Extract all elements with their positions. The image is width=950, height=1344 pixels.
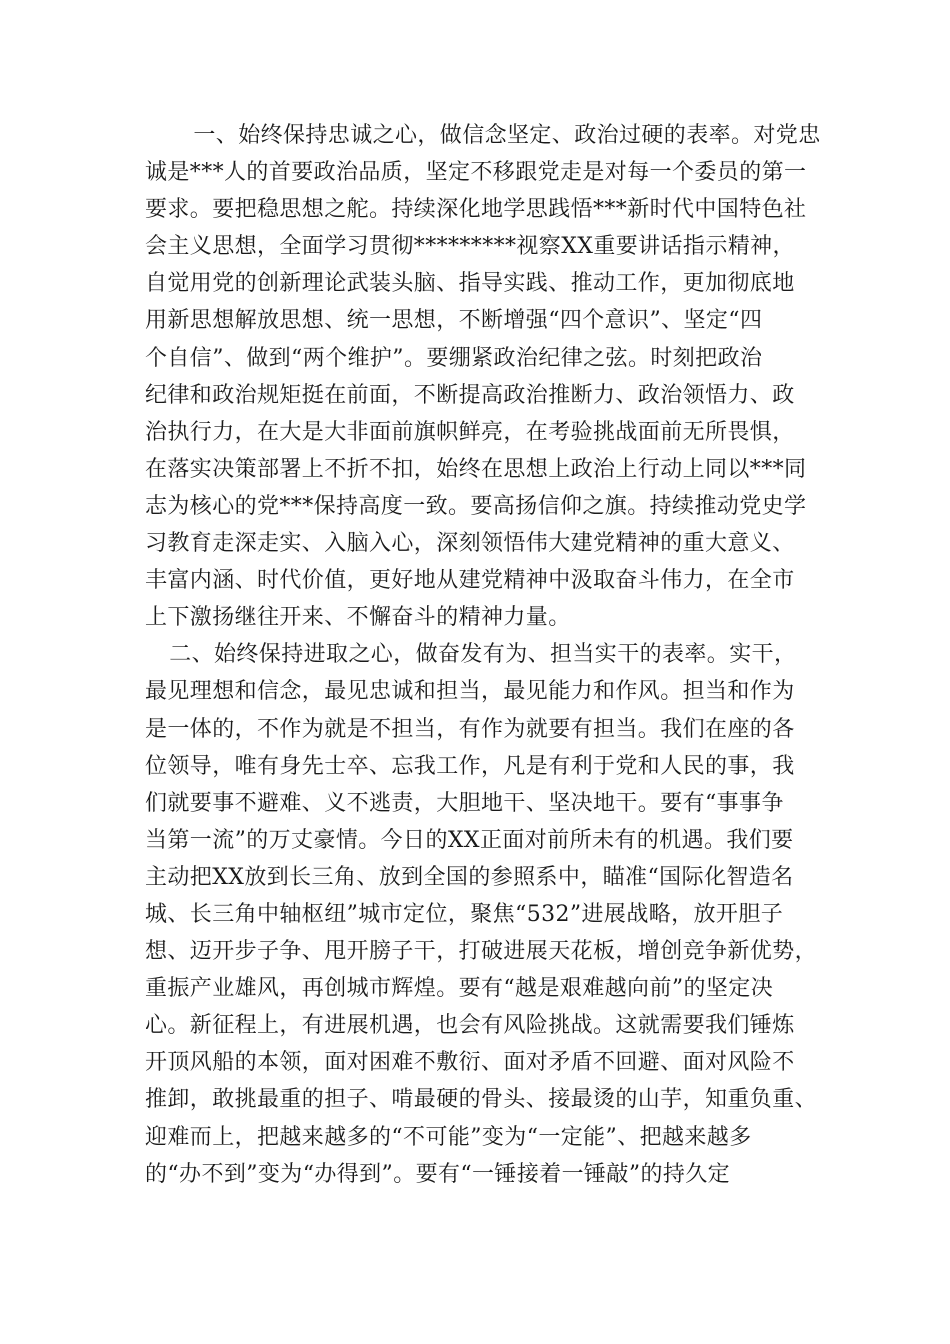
text-line: 诚是***人的首要政治品质，坚定不移跟党走是对每一个委员的第一 [145, 160, 807, 186]
text-line: 位领导，唯有身先士卒、忘我工作，凡是有利于党和人民的事，我 [145, 753, 795, 779]
text-line: 当第一流”的万丈豪情。今日的XX正面对前所未有的机遇。我们要 [145, 827, 794, 853]
paragraph-2 [145, 636, 820, 1192]
text-line: 上下激扬继往开来、不懈奋斗的精神力量。 [145, 605, 571, 631]
text-line: 重振产业雄风，再创城市辉煌。要有“越是艰难越向前”的坚定决 [145, 976, 774, 1002]
document-body [145, 117, 820, 1193]
text-line: 会主义思想，全面学习贯彻*********视察XX重要讲话指示精神， [145, 234, 795, 260]
text-line: 推卸，敢挑最重的担子、啃最硬的骨头、接最烫的山芋，知重负重、 [145, 1087, 818, 1113]
text-line: 主动把XX放到长三角、放到全国的参照系中，瞄准“国际化智造名 [145, 864, 794, 890]
text-line: 最见理想和信念，最见忠诚和担当，最见能力和作风。担当和作为 [145, 679, 795, 705]
text-line: 开顶风船的本领，面对困难不敷衍、面对矛盾不回避、面对风险不 [145, 1050, 795, 1076]
text-line: 一、始终保持忠诚之心，做信念坚定、政治过硬的表率。对党忠 [193, 123, 821, 148]
text-line: 是一体的，不作为就是不担当，有作为就要有担当。我们在座的各 [145, 716, 795, 742]
text-line: 纪律和政治规矩挺在前面，不断提高政治推断力、政治领悟力、政 [145, 382, 795, 408]
text-line: 想、迈开步子争、甩开膀子干，打破进展天花板，增创竞争新优势， [145, 939, 818, 965]
text-line: 丰富内涵、时代价值，更好地从建党精神中汲取奋斗伟力，在全市 [145, 568, 795, 594]
paragraph-1 [145, 117, 820, 636]
text-line: 二、始终保持进取之心，做奋发有为、担当实干的表率。实干， [169, 642, 797, 668]
text-line: 们就要事不避难、义不逃责，大胆地干、坚决地干。要有“事事争 [145, 790, 784, 816]
text-line: 个自信”、做到“两个维护”。要绷紧政治纪律之弦。时刻把政治 [145, 345, 763, 371]
text-line: 用新思想解放思想、统一思想，不断增强“四个意识”、坚定“四 [145, 308, 763, 334]
text-line: 在落实决策部署上不折不扣，始终在思想上政治上行动上同以***同 [145, 456, 807, 482]
text-line: 要求。要把稳思想之舵。持续深化地学思践悟***新时代中国特色社 [145, 197, 807, 223]
text-line: 的“办不到”变为“办得到”。要有“一锤接着一锤敲”的持久定 [145, 1161, 731, 1187]
text-line: 迎难而上，把越来越多的“不可能”变为“一定能”、把越来越多 [145, 1124, 752, 1150]
text-line: 志为核心的党***保持高度一致。要高扬信仰之旗。持续推动党史学 [145, 493, 807, 519]
text-line: 心。新征程上，有进展机遇，也会有风险挑战。这就需要我们锤炼 [145, 1013, 795, 1039]
text-line: 自觉用党的创新理论武装头脑、指导实践、推动工作，更加彻底地 [145, 271, 795, 297]
text-line: 治执行力，在大是大非面前旗帜鲜亮，在考验挑战面前无所畏惧， [145, 419, 795, 445]
text-line: 习教育走深走实、入脑入心，深刻领悟伟大建党精神的重大意义、 [145, 531, 795, 557]
text-line: 城、长三角中轴枢纽”城市定位，聚焦“532”进展战略，放开胆子 [145, 901, 784, 927]
